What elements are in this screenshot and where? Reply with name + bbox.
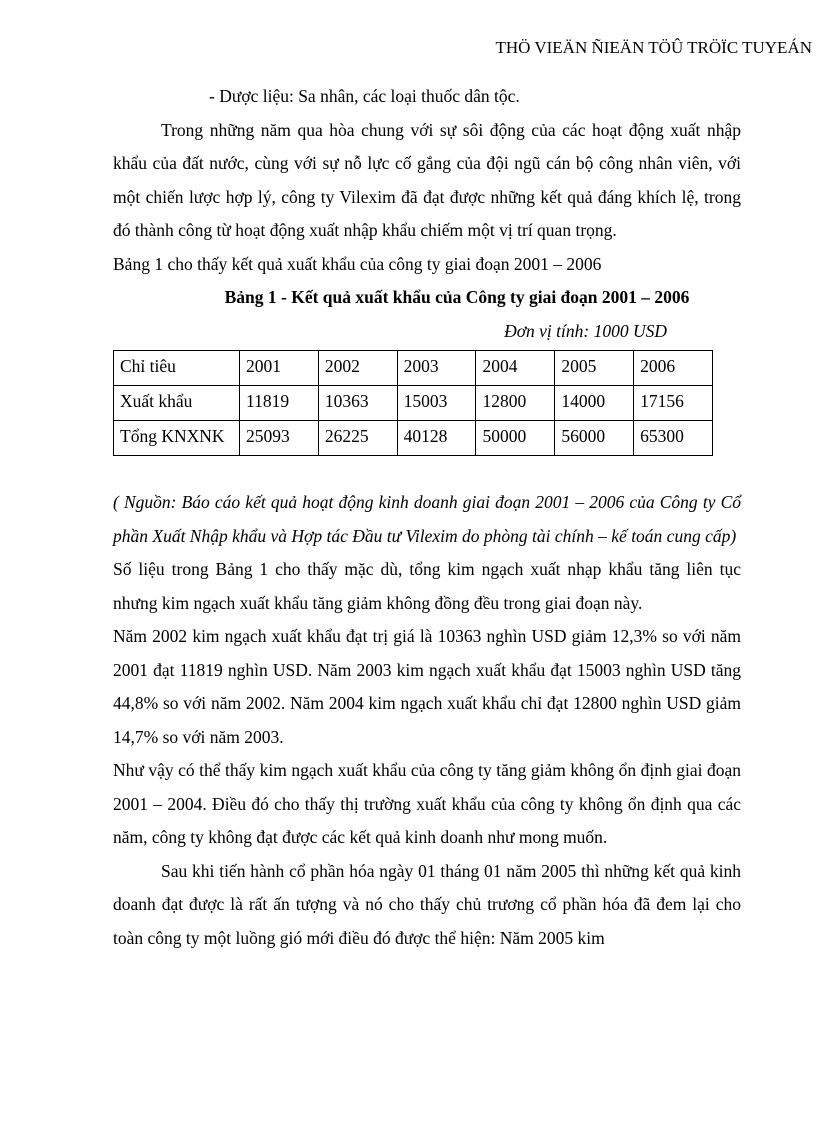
page-header: THÖ VIEÄN ÑIEÄN TÖÛ TRÖÏC TUYEÁN xyxy=(495,38,812,57)
table-cell: 15003 xyxy=(397,386,476,421)
table-cell: 12800 xyxy=(476,386,555,421)
document-body xyxy=(113,80,741,955)
paragraph-table-ref: Bảng 1 cho thấy kết quả xuất khẩu của công ty giai đoạn 2001 – 2006 xyxy=(113,253,602,274)
paragraph-medicinal: - Dược liệu: Sa nhân, các loại thuốc dân tộc. xyxy=(209,86,520,106)
paragraph-yearly: Năm 2002 kim ngạch xuất khẩu đạt trị giá là 10363 nghìn USD giảm 12,3% so với năm 2001 đạt 11819 nghìn USD. Năm 2003 kim ngạch xuất khẩu đạt 15003 nghìn USD tăng 44,8% so với năm 2002. Năm 2004 kim ngạch xuất khẩu chỉ đạt 12800 nghìn USD giảm 14,7% so với năm 2003. xyxy=(113,626,741,747)
table-unit: Đơn vị tính: 1000 USD xyxy=(504,320,667,341)
table-cell: 14000 xyxy=(555,386,634,421)
table-cell: Chỉ tiêu xyxy=(114,351,240,386)
table-cell: 10363 xyxy=(318,386,397,421)
table-cell: 11819 xyxy=(240,386,319,421)
table-header-row xyxy=(114,351,713,386)
table-cell: Xuất khẩu xyxy=(114,386,240,421)
paragraph-conclusion: Như vậy có thể thấy kim ngạch xuất khẩu của công ty tăng giảm không ổn định giai đoạn 2001 – 2004. Điều đó cho thấy thị trường xuất khẩu của công ty không ổn định qua các năm, công ty không đạt được các kết quả kinh doanh như mong muốn. xyxy=(113,760,741,847)
table-cell: 2005 xyxy=(555,351,634,386)
table-cell: 2004 xyxy=(476,351,555,386)
table-cell: 2001 xyxy=(240,351,319,386)
table-cell: 2003 xyxy=(397,351,476,386)
paragraph-equitization: Sau khi tiến hành cổ phần hóa ngày 01 tháng 01 năm 2005 thì những kết quả kinh doanh đạt được là rất ấn tượng và nó cho thấy chủ trương cổ phần hóa đã đem lại cho toàn công ty một luồng gió mới điều đó được thể hiện: Năm 2005 kim xyxy=(113,860,741,948)
table-cell: 65300 xyxy=(634,421,713,456)
table-cell: 25093 xyxy=(240,421,319,456)
table-cell: 2006 xyxy=(634,351,713,386)
table-cell: 40128 xyxy=(397,421,476,456)
table-cell: 2002 xyxy=(318,351,397,386)
table-cell: 17156 xyxy=(634,386,713,421)
table-cell: 50000 xyxy=(476,421,555,456)
table-cell: Tổng KNXNK xyxy=(114,421,240,456)
table-row xyxy=(114,421,713,456)
table-title: Bảng 1 - Kết quả xuất khẩu của Công ty giai đoạn 2001 – 2006 xyxy=(224,287,690,307)
table-source: ( Nguồn: Báo cáo kết quả hoạt động kinh doanh giai đoạn 2001 – 2006 của Công ty Cổ phần Xuất Nhập khẩu và Hợp tác Đầu tư Vilexim do phòng tài chính – kế toán cung cấp) xyxy=(113,492,741,546)
table-cell: 26225 xyxy=(318,421,397,456)
paragraph-intro: Trong những năm qua hòa chung với sự sôi động của các hoạt động xuất nhập khẩu của đất nước, cùng với sự nỗ lực cố gắng của đội ngũ cán bộ công nhân viên, với một chiến lược hợp lý, công ty Vilexim đã đạt được những kết quả đáng khích lệ, trong đó thành công từ hoạt động xuất nhập khẩu chiếm một vị trí quan trọng. xyxy=(113,119,741,240)
export-results-table xyxy=(113,350,713,456)
table-cell: 56000 xyxy=(555,421,634,456)
table-row xyxy=(114,386,713,421)
paragraph-analysis: Số liệu trong Bảng 1 cho thấy mặc dù, tổng kim ngạch xuất nhạp khẩu tăng liên tục nhưng kim ngạch xuất khẩu tăng giảm không đồng đều trong giai đoạn này. xyxy=(113,559,741,613)
